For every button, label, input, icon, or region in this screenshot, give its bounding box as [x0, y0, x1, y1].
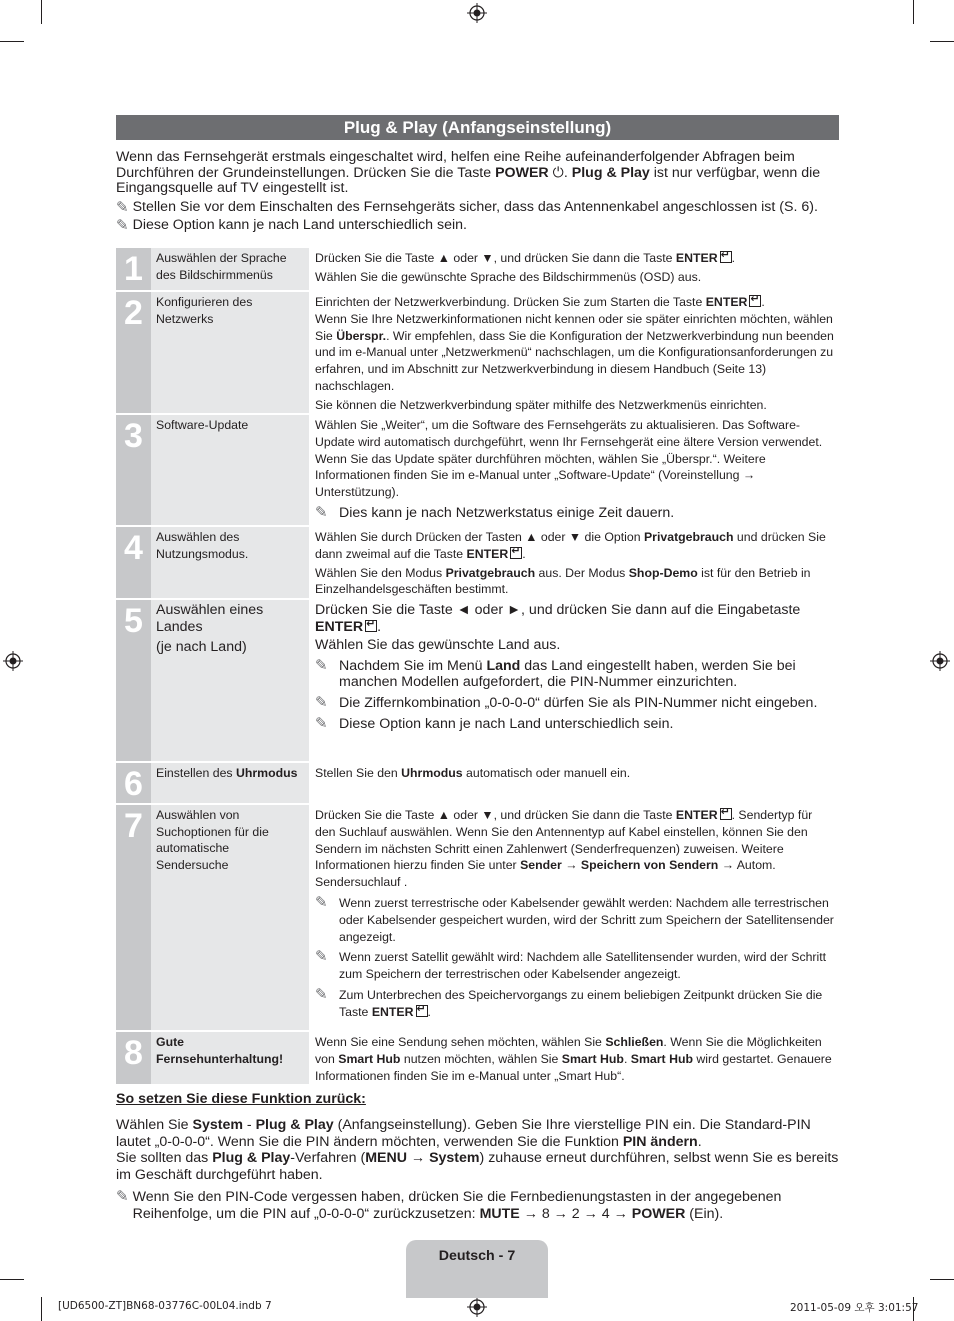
power-icon: ⏻ — [552, 164, 564, 181]
step-row — [116, 415, 839, 527]
step-title: Gute Fernsehunterhaltung! — [151, 1032, 309, 1084]
step-description: Wählen Sie „Weiter“, um die Software des Fernsehgeräts zu aktualisieren. Das Software-Update wird automatisch durchgeführt, wenn Ihr Fernsehgerät eine ältere Version verwendet. Wenn Sie das Update später durchführen möchten, wählen Sie „Überspr.“. Weitere Informationen finden Sie im e-Manual unter „Software-Update“ (Voreinstellung → Unterstützung). ✎ Dies kann je nach Netzwerkstatus einige Zeit dauern. — [309, 415, 839, 525]
step-note: ✎ Zum Unterbrechen des Speichervorgangs zu einem beliebigen Zeitpunkt drücken Sie die Taste ENTER . — [315, 985, 823, 1019]
enter-icon — [416, 1005, 428, 1017]
reset-text: Wählen Sie System - Plug & Play (Anfangseinstellung). Geben Sie Ihre vierstellige PIN ein. Die Standard-PIN lautet „0-0-0-0“. Wenn Sie die PIN ändern möchten, verwenden Sie die Funktion PIN ändern. Sie sollten das Plug & Play-Verfahren (MENU → System) zuhause erneut durchführen, selbst wenn Sie es bereits im Geschäft durchgeführt haben. ✎ Wenn Sie den PIN-Code vergessen haben, drücken Sie die Fernbedienungstasten in der angegebenen Reihenfolge, um die PIN auf „0-0-0-0“ zurückzusetzen: MUTE → 8 → 2 → 4 → POWER (Ein). — [116, 1117, 841, 1223]
footer-date: 2011-05-09 오후 3:01:57 — [790, 1302, 919, 1314]
step-title: Auswählen von Suchoptionen für die automatische Sendersuche — [151, 805, 309, 1030]
step-description: Drücken Sie die Taste ▲ oder ▼, und drücken Sie dann die Taste ENTER . Wählen Sie die gewünschte Sprache des Bildschirmmenüs (OSD) aus. — [315, 251, 736, 284]
registration-mark-icon — [930, 651, 950, 671]
step-row — [116, 600, 839, 763]
pencil-icon: ✎ — [315, 893, 328, 911]
step-note: ✎ Die Ziffernkombination „0-0-0-0“ dürfen Sie als PIN-Nummer nicht eingeben. — [315, 693, 818, 711]
step-description: Stellen Sie den Uhrmodus automatisch oder manuell ein. — [315, 766, 631, 780]
enter-icon — [749, 295, 761, 307]
step-description: Drücken Sie die Taste ▲ oder ▼, und drücken Sie dann die Taste ENTER . Sendertyp für den Suchlauf auswählen. Wenn Sie den Antennentyp auf Kabel einstellen, können Sie den Sendern im nächsten Schritt einen Zahlenwert (Senderfrequenzen) zuweisen. Weitere Informationen hierzu finden Sie unter Sender → Speichern von Sendern → Autom. Sendersuchlauf . ✎ Wenn zuerst terrestrische oder Kabelsender gewählt werden: Nachdem alle terrestrischen oder Kabelsender gespeichert wurden, wird der Schritt zum Speichern der Satellitensender angezeigt. ✎ Wenn zuerst Satellit gewählt wird: Nachdem alle Satellitensender wurden, wird der Schritt zum Speichern der terrestrischen oder Kabelsender angezeigt. ✎ Zum Unterbrechen des Speichervorgangs zu einem beliebigen Zeitpunkt drücken Sie die Taste ENTER . — [315, 808, 834, 1019]
step-number: 8 — [116, 1032, 151, 1084]
step-note: ✎ Wenn zuerst Satellit gewählt wird: Nachdem alle Satellitensender wurden, wird der Schritt zum Speichern der terrestrischen oder Kabelsender angezeigt. — [315, 948, 827, 982]
step-number: 2 — [116, 292, 151, 413]
crop-mark — [0, 41, 24, 42]
enter-icon — [510, 547, 522, 559]
intro-note: ✎ Stellen Sie vor dem Einschalten des Fernsehgeräts sicher, dass das Antennenkabel angeschlossen ist (S. 6). — [116, 198, 818, 216]
step-description: Drücken Sie die Taste ◄ oder ►, und drücken Sie dann auf die Eingabetaste ENTER . Wählen Sie das gewünschte Land aus. ✎ Nachdem Sie im Menü Land das Land eingestellt haben, werden Sie bei manchen Modellen aufgefordert, die PIN-Nummer einzurichten. ✎ Die Ziffernkombination „0-0-0-0“ dürfen Sie als PIN-Nummer nicht eingeben. ✎ Diese Option kann je nach Land unterschiedlich sein. — [309, 600, 839, 761]
step-row — [116, 805, 839, 1032]
pencil-icon: ✎ — [116, 198, 129, 216]
enter-icon — [365, 620, 377, 632]
step-description: Wenn Sie eine Sendung sehen möchten, wählen Sie Schließen. Wenn Sie die Möglichkeiten von Smart Hub nutzen möchten, wählen Sie Smart Hub. Smart Hub wird gestartet. Genauere Informationen finden Sie im e-Manual unter „Smart Hub“. — [315, 1035, 832, 1083]
step-description: Einrichten der Netzwerkverbindung. Drücken Sie zum Starten die Taste ENTER . Wenn Sie Ihre Netzwerkinformationen nicht kennen oder sie später einrichten möchten, wählen Sie Überspr.. Wir empfehlen, dass Sie die Konfiguration der Netzwerkverbindung nun beenden und im e-Manual unter „Netzwerkmenü“ nachschlagen, um die Konfigurationsanforderungen zu erfahren, und im Abschnitt zur Netzwerkverbindung in diesem Handbuch (Seite 13) nachschlagen. Sie können die Netzwerkverbindung später mithilfe des Netzwerkmenüs einrichten. — [315, 295, 834, 412]
step-row — [116, 763, 839, 805]
crop-mark — [0, 1279, 24, 1280]
step-number: 3 — [116, 415, 151, 525]
step-number: 4 — [116, 527, 151, 598]
step-row — [116, 527, 839, 600]
step-title: Auswählen des Nutzungsmodus. — [151, 527, 309, 598]
step-row — [116, 248, 839, 292]
step-note: ✎ Wenn zuerst terrestrische oder Kabelsender gewählt werden: Nachdem alle terrestrischen oder Kabelsender gespeichert wurden, wird der Schritt zum Speichern der Satellitensender angezeigt. — [315, 893, 834, 944]
reset-heading: So setzen Sie diese Funktion zurück: — [116, 1091, 366, 1107]
intro-note: ✎ Diese Option kann je nach Land unterschiedlich sein. — [116, 217, 467, 235]
registration-mark-icon — [3, 651, 23, 671]
pencil-icon: ✎ — [315, 985, 328, 1003]
crop-mark — [930, 1279, 954, 1280]
steps-table — [116, 248, 839, 1086]
step-number: 6 — [116, 763, 151, 803]
crop-mark — [41, 1297, 42, 1321]
crop-mark — [41, 0, 42, 24]
step-title: Konfigurieren des Netzwerks — [151, 292, 309, 413]
step-note: ✎ Dies kann je nach Netzwerkstatus einige Zeit dauern. — [315, 503, 675, 521]
step-title: Einstellen des Uhrmodus — [151, 763, 309, 803]
pencil-icon: ✎ — [116, 217, 129, 235]
pencil-icon: ✎ — [315, 948, 328, 966]
intro-text — [116, 150, 841, 234]
enter-icon — [720, 251, 732, 263]
pencil-icon: ✎ — [116, 1188, 129, 1206]
page-number-tab: Deutsch - 7 — [406, 1240, 548, 1298]
step-description: Wählen Sie durch Drücken der Tasten ▲ oder ▼ die Option Privatgebrauch und drücken Sie dann zweimal auf die Taste ENTER . Wählen Sie den Modus Privatgebrauch aus. Der Modus Shop-Demo ist für den Betrieb in Einzelhandelsgeschäften bestimmt. — [315, 530, 826, 597]
step-title: Software-Update — [151, 415, 309, 525]
step-title: Auswählen eines Landes (je nach Land) — [151, 600, 309, 761]
crop-mark — [930, 41, 954, 42]
step-row — [116, 292, 839, 415]
intro-paragraph: Wenn das Fernsehgerät erstmals eingeschaltet wird, helfen eine Reihe aufeinanderfolgender Abfragen beim Durchführen der Grundeinstellungen. Drücken Sie die Taste POWER ⏻. Plug & Play ist nur verfügbar, wenn die Eingangsquelle auf TV eingestellt ist. — [116, 149, 821, 197]
step-note: ✎ Diese Option kann je nach Land unterschiedlich sein. — [315, 714, 674, 732]
pencil-icon: ✎ — [315, 714, 328, 732]
step-number: 7 — [116, 805, 151, 1030]
pencil-icon: ✎ — [315, 693, 328, 711]
registration-mark-icon — [467, 3, 487, 23]
step-title: Auswählen der Sprache des Bildschirmmenüs — [151, 248, 309, 290]
step-row — [116, 1032, 839, 1086]
section-title: Plug & Play (Anfangseinstellung) — [116, 115, 839, 140]
registration-mark-icon — [467, 1297, 487, 1317]
step-note: ✎ Nachdem Sie im Menü Land das Land eingestellt haben, werden Sie bei manchen Modellen aufgefordert, die PIN-Nummer einzurichten. — [315, 656, 796, 691]
step-number: 1 — [116, 248, 151, 290]
footer-file-info: [UD6500-ZT]BN68-03776C-00L04.indb 7 — [58, 1300, 272, 1312]
reset-note: ✎ Wenn Sie den PIN-Code vergessen haben, drücken Sie die Fernbedienungstasten in der angegebenen Reihenfolge, um die PIN auf „0-0-0-0“ zurückzusetzen: MUTE → 8 → 2 → 4 → POWER (Ein). — [116, 1188, 782, 1222]
step-number: 5 — [116, 600, 151, 761]
pencil-icon: ✎ — [315, 503, 328, 521]
pencil-icon: ✎ — [315, 656, 328, 674]
enter-icon — [720, 808, 732, 820]
crop-mark — [913, 0, 914, 24]
